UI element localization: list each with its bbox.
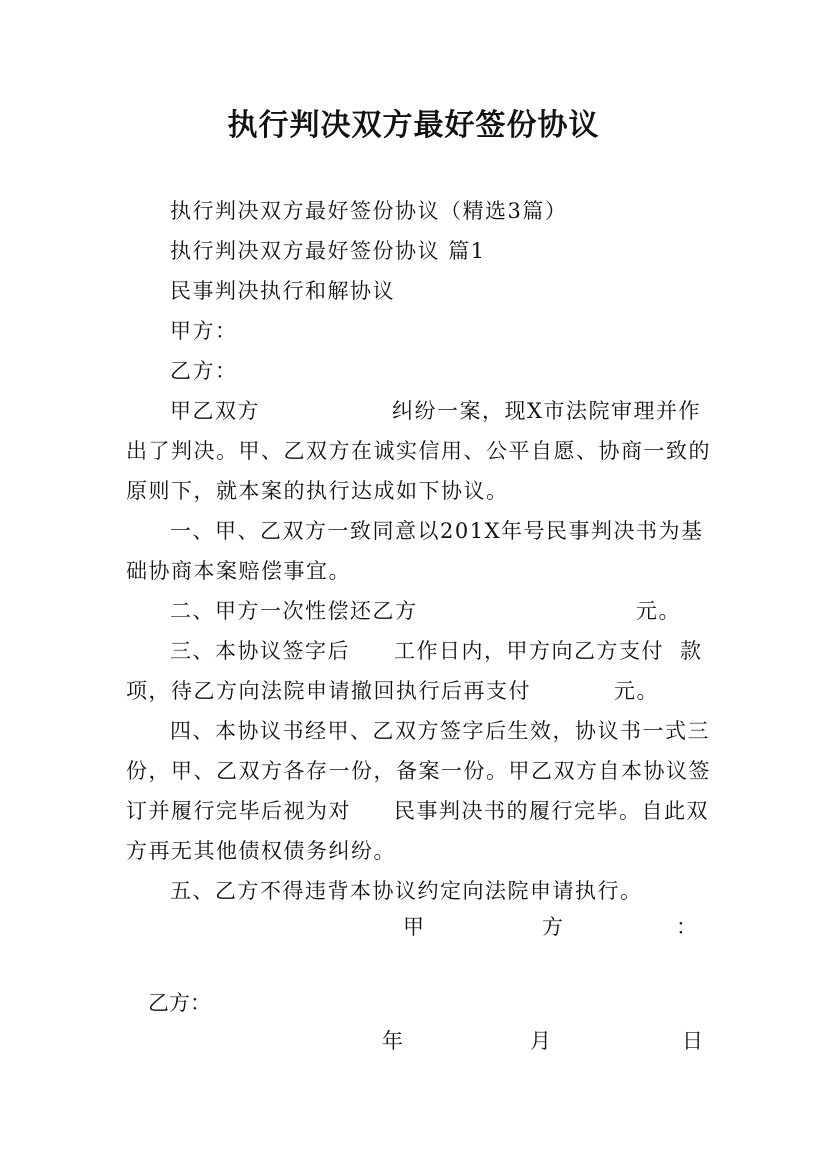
clause-4-line-1: 四、本协议书经甲、乙双方签字后生效，协议书一式三 <box>170 719 710 743</box>
clause-3-text-1: 三、本协议签字后 <box>170 639 350 663</box>
clause-1-line-1: 一、甲、乙双方一致同意以201X年号民事判决书为基 <box>170 519 704 543</box>
intro-text-3: 出了判决。甲、乙双方在诚实信用、公平自愿、协商一致的 <box>126 439 711 463</box>
signature-party-b: 乙方： <box>148 991 211 1015</box>
party-b-label: 乙方： <box>170 359 238 383</box>
date-day: 日 <box>682 1029 703 1053</box>
intro-text-2: 纠纷一案，现X市法院审理并作 <box>392 399 701 423</box>
clause-4-line-3b: 民事判决书的履行完毕。自此双 <box>394 799 709 823</box>
section-heading: 执行判决双方最好签份协议 篇1 <box>170 239 486 263</box>
agreement-name: 民事判决执行和解协议 <box>170 279 395 303</box>
clause-3-text-2: 工作日内，甲方向乙方支付 <box>394 639 664 663</box>
clause-4-line-2: 份，甲、乙双方各存一份，备案一份。甲乙双方自本协议签 <box>126 759 711 783</box>
signature-party-a-colon: ： <box>676 915 697 939</box>
clause-2-text: 二、甲方一次性偿还乙方 <box>170 599 418 623</box>
date-year: 年 <box>382 1029 403 1053</box>
clause-1-line-2: 础协商本案赔偿事宜。 <box>126 559 351 583</box>
intro-text-1: 甲乙双方 <box>170 399 260 423</box>
clause-4-line-3a: 订并履行完毕后视为对 <box>126 799 351 823</box>
signature-party-a-char-2: 方 <box>542 915 563 939</box>
clause-3-text-3: 款 <box>680 639 703 663</box>
clause-3-text-4: 项，待乙方向法院申请撤回执行后再支付 <box>126 679 531 703</box>
clause-3-unit: 元。 <box>614 679 659 703</box>
clause-5: 五、乙方不得违背本协议约定向法院申请执行。 <box>170 879 643 903</box>
intro-text-4: 原则下，就本案的执行达成如下协议。 <box>126 479 509 503</box>
party-a-label: 甲方： <box>170 319 238 343</box>
subtitle-line: 执行判决双方最好签份协议（精选3篇） <box>170 199 568 223</box>
clause-2-unit: 元。 <box>636 599 681 623</box>
clause-4-line-4: 方再无其他债权债务纠纷。 <box>126 839 396 863</box>
date-month: 月 <box>530 1029 551 1053</box>
signature-party-a-char-1: 甲 <box>403 915 424 939</box>
document-title: 执行判决双方最好签份协议 <box>227 108 600 143</box>
